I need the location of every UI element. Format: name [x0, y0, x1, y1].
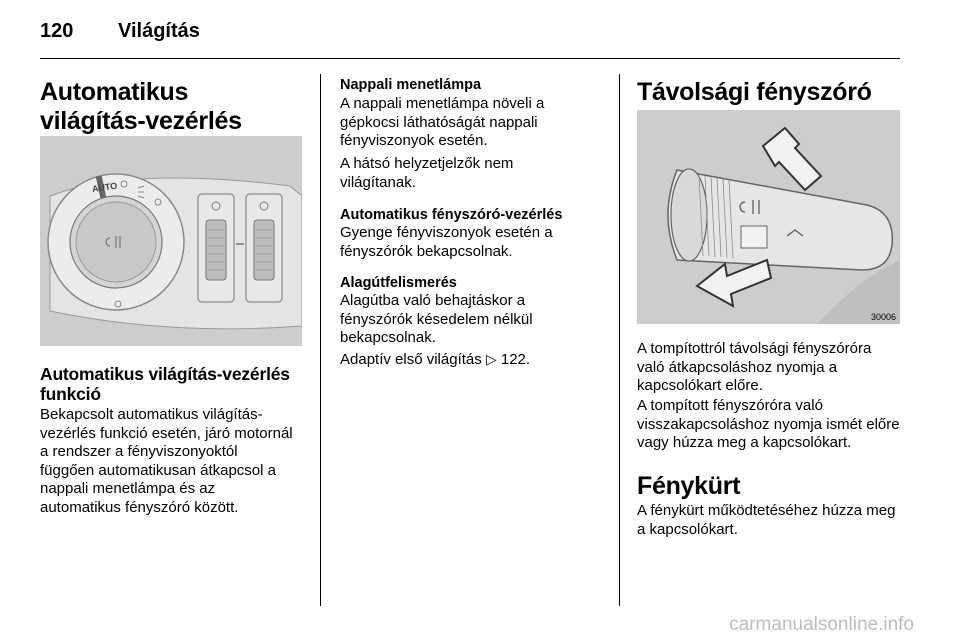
- adaptive-lighting-ref: [340, 350, 600, 370]
- tunnel-detection-heading: Alagútfelismerés: [340, 275, 457, 291]
- page-reference-arrow-icon: ▷: [485, 351, 497, 367]
- daytime-lights-para-1: A nappali menetlámpa növeli a gépkocsi láthatóságát nappali fényviszonyok esetén.: [340, 95, 545, 149]
- watermark: carmanualsonline.info: [729, 614, 914, 635]
- header-rule: [40, 58, 900, 59]
- column-1-heading: Automatikus világítás-vezérlés: [40, 78, 242, 135]
- stalk-illustration: [637, 110, 900, 324]
- flash-para: A fénykürt működtetéséhez húzza meg a kapcsolókart.: [637, 502, 896, 538]
- high-beam-heading: Távolsági fényszóró: [637, 78, 872, 106]
- stalk-figure: [637, 110, 900, 324]
- high-beam-para-2: A tompított fényszóróra való visszakapcsoláshoz nyomja ismét előre vagy húzza meg a kapcsolókart.: [637, 397, 900, 451]
- figure-code: 30006: [870, 312, 896, 322]
- section-title: Világítás: [118, 20, 200, 42]
- light-switch-illustration: [40, 136, 302, 346]
- column-divider-1: [320, 74, 321, 606]
- adaptive-lighting-page[interactable]: 122.: [500, 351, 531, 368]
- page-number: 120: [40, 20, 74, 42]
- flash-heading: Fénykürt: [637, 472, 741, 500]
- auto-headlight-heading: Automatikus fényszóró-vezérlés: [340, 207, 563, 223]
- light-switch-figure: [40, 136, 302, 346]
- svg-text:AUTO: AUTO: [91, 180, 118, 195]
- column-divider-2: [619, 74, 620, 606]
- column-1-subheading: Automatikus világítás-vezérlés funkció: [40, 364, 290, 404]
- daytime-lights-para-2: A hátsó helyzetjelzők nem világítanak.: [340, 155, 514, 191]
- high-beam-para-1: A tompítottról távolsági fényszóróra való átkapcsoláshoz nyomja a kapcsolókart előre.: [637, 340, 872, 394]
- column-1-body: Bekapcsolt automatikus világítás-vezérlés funkció esetén, járó motornál a rendszer a fényviszonyoktól függően automatikusan átkapcsol a nappali menetlámpa és az automatikus fényszóró között.: [40, 406, 293, 516]
- adaptive-lighting-text: Adaptív első világítás: [340, 351, 482, 368]
- tunnel-detection-para: Alagútba való behajtáskor a fényszórók késedelem nélkül bekapcsolnak.: [340, 292, 533, 346]
- daytime-lights-heading: Nappali menetlámpa: [340, 77, 482, 93]
- auto-headlight-para: Gyenge fényviszonyok esetén a fényszórók bekapcsolnak.: [340, 224, 553, 260]
